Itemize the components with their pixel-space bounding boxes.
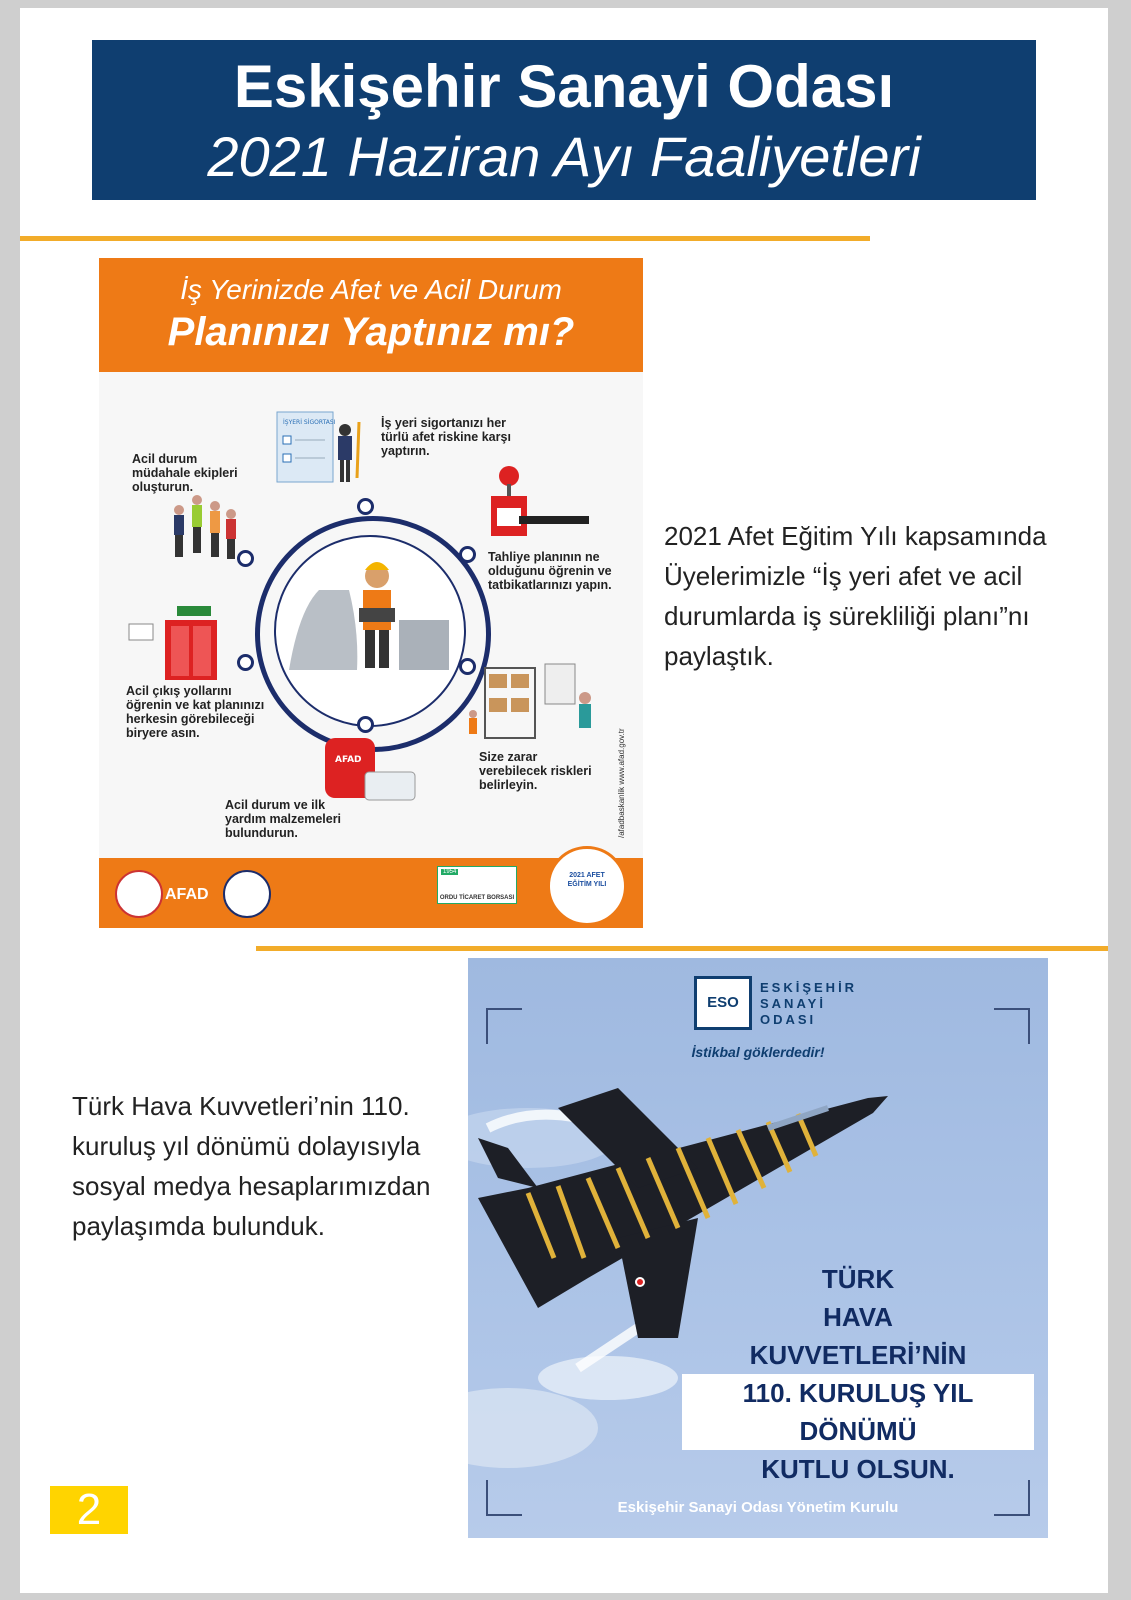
- eso-logo: ESO: [694, 976, 752, 1030]
- fire-alarm-illustration: [485, 464, 595, 544]
- afad-logo-text: AFAD: [165, 886, 209, 903]
- ministry-seal-logo: [115, 870, 163, 918]
- disaster-plan-poster: [99, 258, 643, 928]
- msg-line5: KUTLU OLSUN.: [761, 1454, 955, 1484]
- tobb-logo: [223, 870, 271, 918]
- eso-name-line1: ESKİŞEHİR: [760, 980, 858, 995]
- msg-line1: TÜRK: [821, 1264, 895, 1294]
- disaster-year-logo: [547, 846, 627, 926]
- tip-risks: Size zarar verebilecek riskleri belirleyin.: [479, 750, 592, 792]
- insurance-document-illustration: [275, 408, 365, 488]
- ring-node: [237, 550, 254, 567]
- tip-team: Acil durum müdahale ekipleri oluşturun.: [132, 452, 238, 494]
- page-title: Eskişehir Sanayi Odası: [233, 53, 895, 120]
- divider-middle: [256, 946, 1108, 951]
- motto: İstikbal göklerdedir!: [691, 1044, 825, 1060]
- risk-assessment-illustration: [465, 658, 605, 748]
- factory-worker-illustration: [279, 550, 459, 680]
- insurance-doc-label: İŞYERİ SİGORTASI: [283, 419, 336, 426]
- msg-line2: HAVA: [823, 1302, 893, 1332]
- frame-corner: [994, 1008, 1030, 1044]
- anniversary-message: [682, 1260, 1034, 1488]
- poster-heading-line1: İş Yerinizde Afet ve Acil Durum: [180, 274, 562, 305]
- first-aid-kit-illustration: [319, 728, 419, 808]
- section-1-text: 2021 Afet Eğitim Yılı kapsamında Üyelerimizle “İş yeri afet ve acil durumlarda iş sürekliliği planı”nı paylaştık.: [664, 521, 1047, 671]
- tip-evacuation: Tahliye planının ne olduğunu öğrenin ve tatbikatlarınızı yapın.: [488, 550, 612, 592]
- emergency-team-illustration: [165, 484, 245, 564]
- ring-node: [357, 498, 374, 515]
- tip-insurance: İş yeri sigortanızı her türlü afet riskine karşı yaptırın.: [381, 416, 511, 458]
- divider-top: [20, 236, 870, 241]
- page-number: 2: [50, 1486, 128, 1534]
- ring-node: [459, 546, 476, 563]
- frame-corner: [486, 1008, 522, 1044]
- air-force-anniversary-poster: [468, 958, 1048, 1538]
- poster-heading: [99, 258, 643, 372]
- board-signature: Eskişehir Sanayi Odası Yönetim Kurulu: [617, 1499, 899, 1516]
- tip-exit-routes: Acil çıkış yollarını öğrenin ve kat planınızı herkesin görebileceği biryere asın.: [126, 684, 265, 740]
- eso-name-line2: SANAYİ: [760, 996, 826, 1011]
- emergency-exit-illustration: [127, 602, 217, 682]
- msg-line4: 110. KURULUŞ YIL DÖNÜMÜ: [682, 1374, 1034, 1450]
- page-subtitle: 2021 Haziran Ayı Faaliyetleri: [207, 125, 921, 188]
- kit-label: AFAD: [335, 755, 362, 765]
- page: [20, 8, 1108, 1593]
- otb-year: 1954: [443, 869, 457, 875]
- eso-logo-name: [760, 980, 857, 1028]
- ring-node: [237, 654, 254, 671]
- eso-name-line3: ODASI: [760, 1012, 817, 1027]
- title-banner: [92, 40, 1036, 200]
- disaster-year-logo-text: 2021 AFET EĞİTİM YILI: [567, 872, 607, 888]
- poster-heading-line2: Planınızı Yaptınız mı?: [167, 310, 575, 354]
- otb-name: ORDU TİCARET BORSASI: [439, 895, 515, 901]
- msg-line3: KUVVETLERİ’NİN: [749, 1340, 967, 1370]
- ordu-ticaret-borsasi-logo: [437, 866, 517, 904]
- section-2-text: Türk Hava Kuvvetleri’nin 110. kuruluş yıl dönümü dolayısıyla sosyal medya hesaplarımızdan paylaşımda bulunduk.: [72, 1091, 431, 1241]
- social-handles: /afadbaskanlik www.afad.gov.tr: [617, 728, 626, 838]
- tip-first-aid: Acil durum ve ilk yardım malzemeleri bulundurun.: [225, 798, 342, 840]
